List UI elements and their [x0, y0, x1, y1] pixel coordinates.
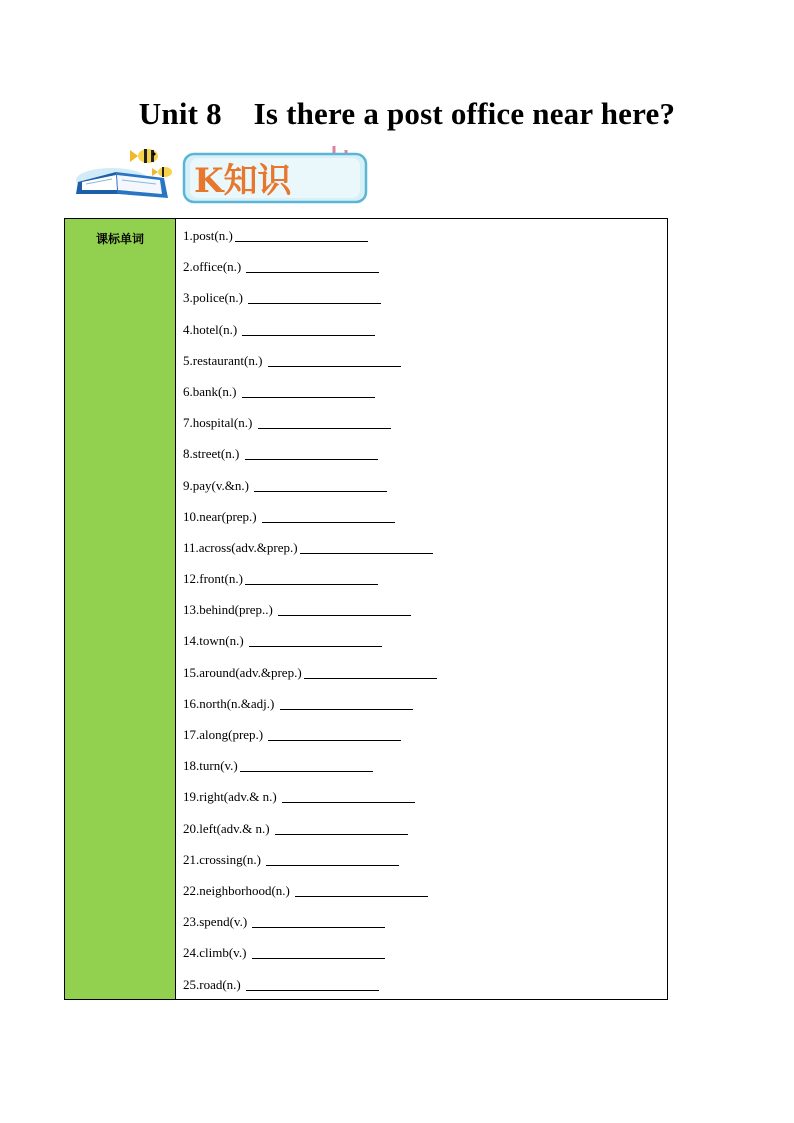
word-text: 24.climb(v.)	[183, 945, 250, 961]
page-title: Unit 8 Is there a post office near here?	[138, 96, 676, 131]
word-text: 12.front(n.)	[183, 571, 243, 587]
answer-blank[interactable]	[249, 633, 382, 647]
word-row	[183, 633, 667, 664]
word-text: 17.along(prep.)	[183, 727, 267, 742]
word-row	[183, 696, 667, 727]
answer-blank[interactable]	[246, 977, 379, 991]
word-row	[183, 290, 667, 321]
word-text: 19.right(adv.& n.)	[183, 789, 280, 805]
knowledge-banner	[72, 142, 372, 208]
word-text: 14.town(n.)	[183, 633, 247, 649]
word-text: 11.across(adv.&prep.)	[183, 539, 298, 555]
word-text: 22.neighborhood(n.)	[183, 882, 294, 898]
answer-blank[interactable]	[252, 914, 385, 928]
word-text: 23.spend(v.)	[183, 914, 251, 930]
word-row	[183, 602, 667, 633]
answer-blank[interactable]	[295, 883, 428, 897]
answer-blank[interactable]	[268, 353, 401, 367]
word-text: 3.police(n.)	[183, 290, 247, 306]
answer-blank[interactable]	[275, 821, 408, 835]
word-text: 2.office(n.)	[183, 259, 245, 275]
answer-blank[interactable]	[304, 665, 437, 679]
word-row	[183, 571, 667, 602]
answer-blank[interactable]	[242, 384, 375, 398]
answer-blank[interactable]	[235, 228, 368, 242]
answer-blank[interactable]	[252, 945, 385, 959]
word-text: 5.restaurant(n.)	[183, 352, 266, 368]
word-row	[183, 540, 667, 571]
word-row	[183, 727, 667, 758]
answer-blank[interactable]	[240, 758, 373, 772]
word-row	[183, 883, 667, 914]
word-text: 18.turn(v.)	[183, 758, 238, 774]
word-text: 7.hospital(n.)	[183, 415, 256, 431]
word-text: 25.road(n.)	[183, 976, 245, 992]
open-book-with-fish-icon	[72, 142, 372, 208]
word-text: 15.around(adv.&prep.)	[183, 664, 302, 680]
table-label: 课标单词	[95, 232, 144, 246]
word-row	[183, 789, 667, 820]
answer-blank[interactable]	[282, 789, 415, 803]
answer-blank[interactable]	[245, 571, 378, 585]
answer-blank[interactable]	[246, 259, 379, 273]
word-text: 13.behind(prep..)	[183, 602, 277, 618]
answer-blank[interactable]	[300, 540, 433, 554]
word-row	[183, 821, 667, 852]
word-text: 1.post(n.)	[183, 228, 233, 243]
banner-text: K知识	[194, 161, 292, 201]
word-text: 16.north(n.&adj.)	[183, 695, 278, 711]
word-row	[183, 665, 667, 696]
word-text: 6.bank(n.)	[183, 383, 240, 399]
fish-icon	[152, 167, 172, 177]
answer-blank[interactable]	[262, 509, 395, 523]
vocabulary-table	[64, 218, 668, 1000]
word-text: 8.street(n.)	[183, 446, 243, 462]
answer-blank[interactable]	[266, 852, 399, 866]
word-row	[183, 259, 667, 290]
word-row	[183, 415, 667, 446]
word-row	[183, 509, 667, 540]
fish-icon	[130, 149, 158, 163]
answer-blank[interactable]	[280, 696, 413, 710]
word-row	[183, 353, 667, 384]
answer-blank[interactable]	[278, 602, 411, 616]
word-row	[183, 758, 667, 789]
word-row	[183, 384, 667, 415]
word-text: 9.pay(v.&n.)	[183, 477, 253, 493]
word-row	[183, 322, 667, 353]
word-row	[183, 977, 667, 1008]
answer-blank[interactable]	[245, 446, 378, 460]
answer-blank[interactable]	[258, 415, 391, 429]
answer-blank[interactable]	[248, 290, 381, 304]
answer-blank[interactable]	[268, 727, 401, 741]
word-text: 4.hotel(n.)	[183, 321, 241, 337]
table-label-cell	[65, 219, 176, 999]
word-row	[183, 228, 667, 259]
word-row	[183, 945, 667, 976]
word-row	[183, 852, 667, 883]
word-row	[183, 914, 667, 945]
answer-blank[interactable]	[242, 322, 375, 336]
word-text: 21.crossing(n.)	[183, 851, 265, 867]
word-row	[183, 478, 667, 509]
answer-blank[interactable]	[254, 478, 387, 492]
word-text: 10.near(prep.)	[183, 508, 260, 524]
word-row	[183, 446, 667, 477]
word-text: 20.left(adv.& n.)	[183, 820, 273, 836]
word-list	[176, 219, 667, 999]
